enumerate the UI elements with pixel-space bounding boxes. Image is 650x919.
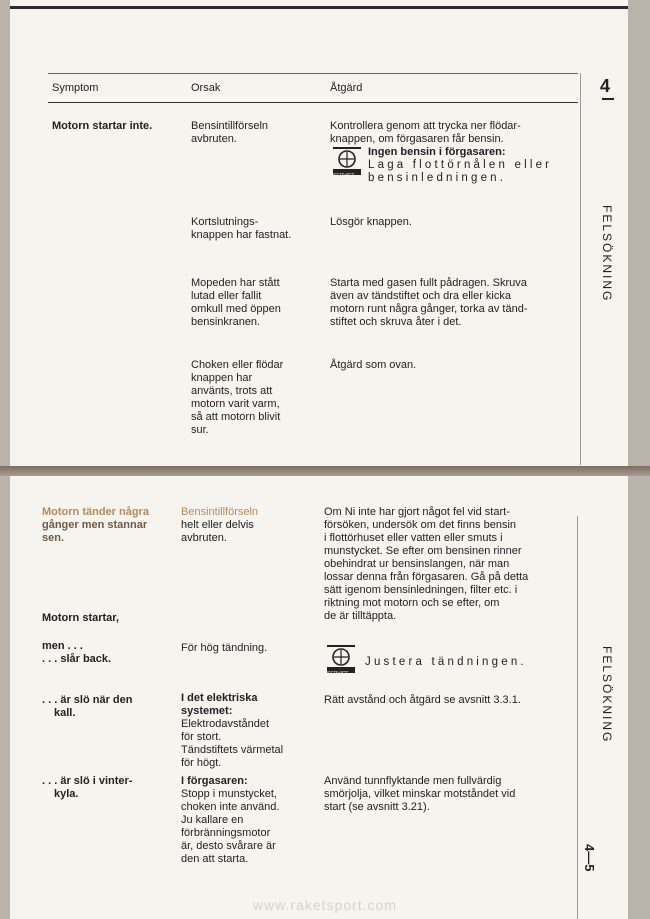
- orsak-r3-l4: bensinkranen.: [191, 316, 261, 328]
- orsak3-bold-l1: I det elektriska: [181, 692, 258, 704]
- symptom2-men: men . . .: [42, 640, 83, 652]
- orsak3-l1: Elektrodavståndet: [181, 718, 270, 730]
- page-number: 4—5: [582, 844, 597, 872]
- section-marker: 4: [600, 76, 611, 96]
- orsak-r3-l3: omkull med öppen: [191, 303, 281, 315]
- symptom1-l2: gånger men stannar: [42, 519, 148, 531]
- atgard-r2: Lösgör knappen.: [330, 216, 412, 228]
- orsak3-l2: för stort.: [181, 731, 222, 743]
- header-atgard: Åtgärd: [330, 82, 363, 94]
- symptom4-l1: . . . är slö i vinter-: [42, 775, 133, 787]
- top-rule: [10, 6, 628, 9]
- section-marker-bar: [602, 98, 614, 100]
- atgard4-l2: smörjolja, vilket minskar motståndet vid: [324, 788, 516, 800]
- orsak-r4-l1: Choken eller flödar: [191, 359, 284, 371]
- header-orsak: Orsak: [191, 82, 221, 94]
- service2-text: Justera tändningen.: [365, 656, 527, 668]
- atgard1-l4: munstycket. Se efter om bensinen rinner: [324, 545, 522, 557]
- watermark: www.raketsport.com: [252, 897, 398, 913]
- orsak1-l2: helt eller delvis: [181, 519, 254, 531]
- orsak-r4-l3: använts, trots att: [191, 385, 273, 397]
- orsak-r3-l2: lutad eller fallit: [191, 290, 262, 302]
- atgard1-l1: Om Ni inte har gjort något fel vid start-: [324, 506, 510, 518]
- orsak3-bold-l2: systemet:: [181, 705, 233, 717]
- symptom2: Motorn startar,: [42, 612, 120, 624]
- symptom4-l2: kyla.: [54, 788, 79, 800]
- orsak-r2-l1: Kortslutnings-: [191, 216, 259, 228]
- orsak4-l5: är, desto svårare är: [181, 840, 276, 852]
- page-gutter: [0, 466, 650, 476]
- orsak-r4-l5: så att motorn blivit: [191, 411, 281, 423]
- service-icon-label: SERVICE: [333, 173, 355, 179]
- atgard1-l2: försöken, undersök om det finns bensin: [324, 519, 517, 531]
- atgard-r3-l2: även av tändstiftet och dra eller kicka: [330, 290, 511, 302]
- header-top-rule: [48, 73, 578, 74]
- margin-line: [580, 73, 581, 465]
- orsak4-bold: I förgasaren:: [181, 775, 248, 787]
- orsak-r1-l2: avbruten.: [191, 133, 237, 145]
- service-icon-2: [326, 644, 356, 674]
- atgard-r1-l1: Kontrollera genom att trycka ner flödar-: [330, 120, 521, 132]
- orsak3-l3: Tändstiftets värmetal: [181, 744, 284, 756]
- service-text-r1-l2: bensinledningen.: [368, 172, 507, 184]
- symptom3-l1: . . . är slö när den: [42, 694, 133, 706]
- orsak-r1-l1: Bensintillförseln: [191, 120, 269, 132]
- atgard4-l1: Använd tunnflyktande men fullvärdig: [324, 775, 502, 787]
- atgard1-l5: obehindrat ur bensinslangen, när man: [324, 558, 510, 570]
- symptom-top: Motorn startar inte.: [52, 120, 153, 132]
- orsak4-l6: den att starta.: [181, 853, 249, 865]
- side-label-top: FELSÖKNING: [600, 205, 614, 303]
- orsak4-l4: förbränningsmotor: [181, 827, 271, 839]
- symptom1-l3: sen.: [42, 532, 65, 544]
- service-icon-2-label: SERVICE: [327, 671, 349, 677]
- atgard-r1-l2: knappen, om förgasaren får bensin.: [330, 133, 504, 145]
- symptom3-l2: kall.: [54, 707, 76, 719]
- orsak-r4-l6: sur.: [191, 424, 209, 436]
- service-bold-r1: Ingen bensin i förgasaren:: [368, 146, 506, 158]
- orsak2: För hög tändning.: [181, 642, 268, 654]
- atgard1-l3: i flottörhuset eller vatten eller smuts i: [324, 532, 503, 544]
- service-icon: [332, 146, 362, 176]
- orsak4-l3: Ju kallare en: [181, 814, 244, 826]
- orsak-r3-l1: Mopeden har stått: [191, 277, 280, 289]
- symptom2-slar: . . . slår back.: [42, 653, 112, 665]
- orsak-r4-l2: knappen har: [191, 372, 253, 384]
- atgard-r3-l1: Starta med gasen fullt pådragen. Skruva: [330, 277, 527, 289]
- lower-page: [10, 476, 628, 919]
- upper-page: [10, 0, 628, 467]
- atgard4-l3: start (se avsnitt 3.21).: [324, 801, 430, 813]
- header-rule: [48, 102, 578, 103]
- service-text-r1-l1: Laga flottörnålen eller: [368, 159, 553, 171]
- symptom1-l1: Motorn tänder några: [42, 506, 149, 518]
- orsak1-l3: avbruten.: [181, 532, 227, 544]
- header-symptom: Symptom: [52, 82, 99, 94]
- orsak3-l4: för högt.: [181, 757, 222, 769]
- atgard1-l8: riktning mot motorn och se efter, om: [324, 597, 500, 609]
- atgard-r3-l3: motorn runt några gånger, torka av tänd-: [330, 303, 528, 315]
- atgard-r4: Åtgärd som ovan.: [330, 359, 417, 371]
- margin-line-lower: [577, 516, 578, 919]
- atgard1-l9: de är tilltäppta.: [324, 610, 397, 622]
- atgard1-l7: sätt igenom bensinledningen, filter etc. i: [324, 584, 518, 596]
- orsak4-l2: choken inte använd.: [181, 801, 280, 813]
- orsak1-l1: Bensintillförseln: [181, 506, 259, 518]
- atgard1-l6: lossar denna från förgasaren. Gå på detta: [324, 571, 529, 583]
- atgard3: Rätt avstånd och åtgärd se avsnitt 3.3.1.: [324, 694, 521, 706]
- orsak-r2-l2: knappen har fastnat.: [191, 229, 292, 241]
- atgard-r3-l4: stiftet och skruva åter i det.: [330, 316, 462, 328]
- orsak-r4-l4: motorn varit varm,: [191, 398, 280, 410]
- side-label-bottom: FELSÖKNING: [600, 646, 614, 744]
- orsak4-l1: Stopp i munstycket,: [181, 788, 277, 800]
